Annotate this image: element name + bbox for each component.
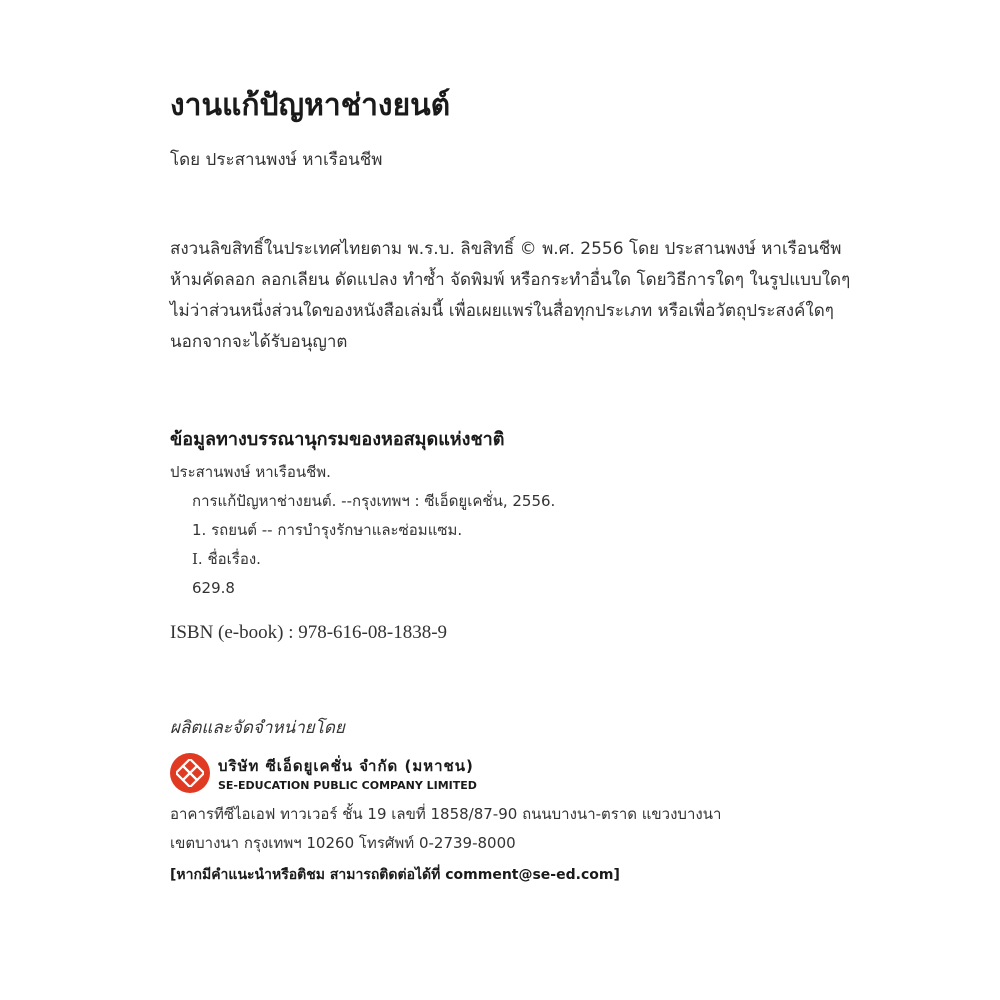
book-title: งานแก้ปัญหาช่างยนต์ (170, 88, 451, 123)
author-line: โดย ประสานพงษ์ หาเรือนชีพ (170, 150, 383, 170)
se-ed-logo-icon (170, 753, 210, 793)
cip-title-entry: I. ชื่อเรื่อง. (192, 550, 261, 568)
cip-subject: 1. รถยนต์ -- การบำรุงรักษาและซ่อมแซม. (192, 521, 463, 539)
contact-note: [หากมีคำแนะนำหรือติชม สามารถติดต่อได้ที่ comment@se-ed.com] (170, 867, 620, 883)
address-line: อาคารทีซีไอเอฟ ทาวเวอร์ ชั้น 19 เลขที่ 1858/87-90 ถนนบางนา-ตราด แขวงบางนา (170, 805, 722, 823)
isbn: ISBN (e-book) : 978-616-08-1838-9 (170, 622, 448, 643)
copyright-line: ไม่ว่าส่วนหนึ่งส่วนใดของหนังสือเล่มนี้ เพื่อเผยแพร่ในสื่อทุกประเภท หรือเพื่อวัตถุประสงค์ใดๆ (170, 301, 834, 321)
copyright-line: สงวนลิขสิทธิ์ในประเทศไทยตาม พ.ร.บ. ลิขสิทธิ์ © พ.ศ. 2556 โดย ประสานพงษ์ หาเรือนชีพ (170, 239, 842, 259)
address-line: เขตบางนา กรุงเทพฯ 10260 โทรศัพท์ 0-2739-8000 (170, 834, 516, 852)
cip-block (170, 458, 555, 603)
copyright-line: นอกจากจะได้รับอนุญาต (170, 332, 348, 352)
cip-classification: 629.8 (192, 579, 235, 597)
publisher-name-english: SE-EDUCATION PUBLIC COMPANY LIMITED (218, 779, 477, 792)
publisher-block (170, 753, 477, 793)
distribution-label: ผลิตและจัดจำหน่ายโดย (170, 718, 345, 738)
cip-author: ประสานพงษ์ หาเรือนชีพ. (170, 463, 331, 481)
cip-heading: ข้อมูลทางบรรณานุกรมของหอสมุดแห่งชาติ (170, 429, 505, 450)
publisher-name-thai: บริษัท ซีเอ็ดยูเคชั่น จำกัด (มหาชน) (218, 757, 474, 775)
cip-entry: การแก้ปัญหาช่างยนต์. --กรุงเทพฯ : ซีเอ็ดยูเคชั่น, 2556. (192, 492, 556, 510)
copyright-notice (170, 234, 870, 358)
publisher-address (170, 800, 721, 858)
copyright-line: ห้ามคัดลอก ลอกเลียน ดัดแปลง ทำซ้ำ จัดพิมพ์ หรือกระทำอื่นใด โดยวิธีการใดๆ ในรูปแบบใดๆ (170, 270, 851, 290)
